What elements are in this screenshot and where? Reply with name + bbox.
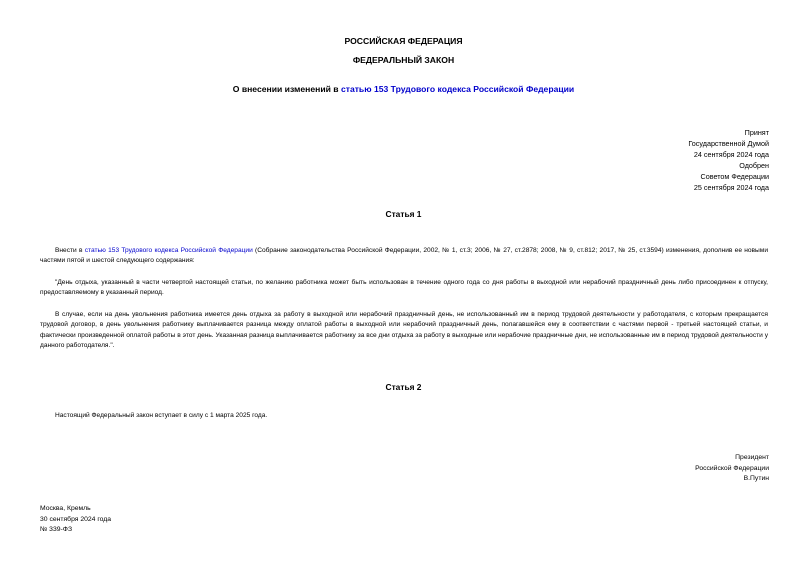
- place-date-block: [40, 504, 111, 536]
- law-title-prefix: О внесении изменений в: [232, 84, 341, 94]
- signature-country: Российской Федерации: [695, 464, 769, 472]
- adoption-block: [688, 127, 769, 193]
- country-heading: РОССИЙСКАЯ ФЕДЕРАЦИЯ: [344, 36, 463, 46]
- law-number: № 339-ФЗ: [40, 526, 73, 533]
- article-1-link[interactable]: статью 153 Трудового кодекса Российской Федерации: [84, 247, 253, 254]
- signature-block: [695, 453, 769, 485]
- law-title-link[interactable]: статью 153 Трудового кодекса Российской Федерации: [340, 84, 575, 94]
- article-1-paragraph-2: "День отдыха, указанный в части четвертой настоящей статьи, по желанию работника может быть использован в течение одного года со дня работы в выходной или нерабочий праздничный день либо присоединен к отпуску, предоставляемому в указанный период.: [40, 279, 768, 297]
- place-name: Москва, Кремль: [40, 505, 91, 512]
- article-1-p1-prefix: Внести в: [55, 247, 85, 254]
- approved-by: Советом Федерации: [700, 172, 769, 181]
- article-1-heading: Статья 1: [385, 209, 422, 219]
- adopted-date: 24 сентября 2024 года: [693, 150, 769, 159]
- adopted-by: Государственной Думой: [688, 139, 769, 148]
- approved-date: 25 сентября 2024 года: [693, 183, 769, 192]
- article-2-heading: Статья 2: [385, 382, 422, 392]
- signing-date: 30 сентября 2024 года: [40, 515, 112, 523]
- law-type-heading: ФЕДЕРАЛЬНЫЙ ЗАКОН: [352, 55, 455, 65]
- article-1-paragraph-1: [40, 246, 768, 267]
- article-1-p1-suffix: (Собрание законодательства Российской Федерации, 2002, № 1, ст.3; 2006, № 27, ст.2878; 2008, № 9, ст.812; 2017, № 25, ст.3594) изменения, дополнив ее новыми частями пятой и шестой следующего содержания:: [40, 247, 769, 265]
- article-1-paragraph-3: В случае, если на день увольнения работника имеется день отдыха за работу в выходной или нерабочий праздничный день, не использованный им в период трудовой деятельности у работодателя, с которым прекращается трудовой договор, в день увольнения работнику выплачивается разница между оплатой работы в выходной или нерабочий праздничный день, полагавшейся ему в соответствии с частями первой - третьей настоящей статьи, и фактически произведенной оплатой работы в этот день. Указанная разница выплачивается работнику за все дни отдыха за работу в выходные или нерабочие праздничные дни, не использованные им в период трудовой деятельности у данного работодателя.".: [40, 311, 768, 350]
- law-title: [0, 84, 807, 94]
- signature-title: Президент: [735, 454, 769, 461]
- article-2-paragraph-1: Настоящий Федеральный закон вступает в силу с 1 марта 2025 года.: [55, 412, 268, 419]
- adopted-label: Принят: [744, 128, 769, 137]
- approved-label: Одобрен: [739, 161, 769, 170]
- signature-name: В.Путин: [743, 475, 769, 482]
